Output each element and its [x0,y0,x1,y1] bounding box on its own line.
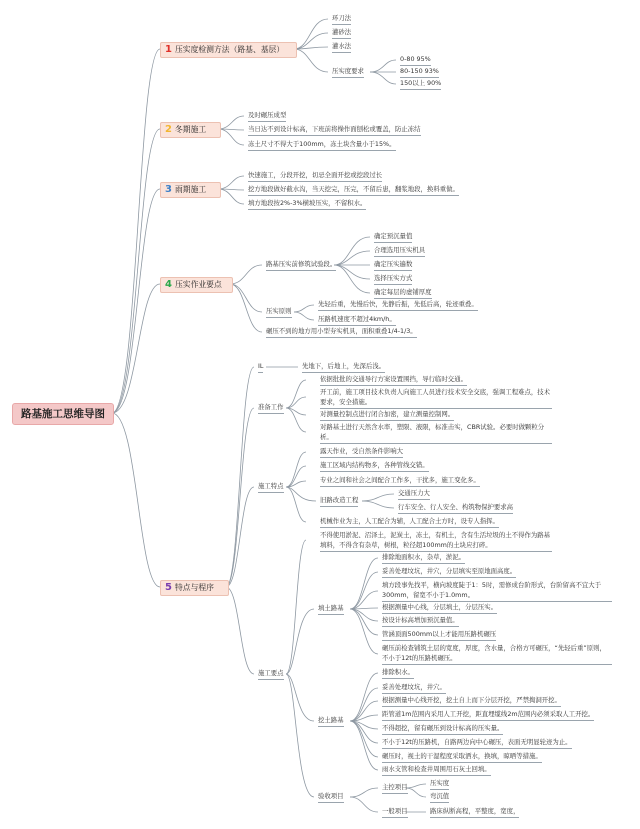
b5-cut-item-4: 距管道1m范围内采用人工开挖，距直埋缆线2m范围内必须采取人工开挖。 [382,709,594,721]
b5-feat-label: 施工特点 [258,481,284,493]
b5-fill-item-5: 按设计标高增加预沉量值。 [382,615,459,627]
b5-key-label: 施工要点 [258,668,284,680]
branch-5-title: 特点与程序 [175,583,214,592]
b5-key-first: 不得使用淤泥、沼泽土，泥炭土，冻土，有机土，含有生活垃圾的土不得作为路基填料，不得含有杂草，树根，粒径超100mm的土块应打碎。 [320,530,552,552]
b5-prep-item-3: 对测量控制点进行闭合加密，建立测量控制网。 [320,409,454,421]
b3-item-2: 挖方地段做好截水沟，当天挖完，压完，不留后患，翻浆地段，换料重做。 [248,184,459,196]
b5-gen-text: 路床纵断高程，平整度，宽度， [430,806,519,818]
b5-cut-item-5: 不得超挖，留有碾压到设计标高的压实量。 [382,723,503,735]
b2-item-1: 及时碾压成型 [248,110,286,122]
b1-req-item-3: 150以上 90% [400,78,441,90]
b1-req-item-1: 0-80 95% [400,54,431,66]
b5-feat-item-2: 施工区域内结构物多，各种管线交错。 [320,460,429,472]
b4-a-item-2: 合理选用压实机具 [374,245,425,257]
b5-cut-item-6: 不小于12t的压路机，自路两边向中心碾压，表面无明显轮迹为止。 [382,737,572,749]
branch-1-title: 压实度检测方法（路基、基层） [175,45,285,54]
b5-main-label: 主控项目 [382,782,408,794]
b5-acc-label: 验收项目 [318,791,344,803]
number-3-icon: 3 [165,184,172,195]
b5-fill-item-3: 填方段事先找平，横向坡度陡于1：5时，需修成台阶形式，台阶留高不宜大于300mm，留宽不小于1.0mm。 [382,580,612,602]
b5-il-text: 先地下，后地上，先深后浅。 [302,361,385,373]
b2-item-2: 当日达不到设计标高，下班前将操作面刨松或覆盖，防止冻结 [248,124,421,136]
b4-b-item-2: 压路机速度不超过4km/h。 [318,314,396,326]
b4-a-item-1: 确定预沉量值 [374,231,412,243]
b5-cut-label: 挖土路基 [318,715,344,727]
b1-item-1: 环刀法 [332,13,351,25]
branch-3-title: 雨期施工 [175,185,207,194]
b4-a-item-3: 确定压实遍数 [374,259,412,271]
branch-3-node[interactable] [160,182,221,198]
b4-c-item: 碾压不到的地方用小型夯实机具，面积重叠1/4-1/3。 [266,326,417,338]
b5-prep-item-1: 依据批批的交通导行方案设置围挡，导行临时交通。 [320,374,467,386]
number-4-icon: 4 [165,279,172,290]
b5-fill-item-2: 妥善处理坟坑，井穴，分层填实至原地面高度。 [382,566,516,578]
b5-cut-item-8: 雨水支管和检查井周围用石灰土回填。 [382,764,491,776]
b5-cut-item-3: 根据测量中心线开挖，挖土自上而下分层开挖，严禁掏洞开挖。 [382,695,561,707]
b5-main-item-2: 弯沉值 [430,791,449,803]
b4-a-item-4: 选择压实方式 [374,273,412,285]
b5-feat-item-3: 专业之间和社会之间配合工作多，干扰多，施工变化多。 [320,475,480,487]
b5-old-item-2: 行车安全、行人安全、构筑物保护要求高 [398,502,513,514]
b5-old-item-1: 交通压力大 [398,488,430,500]
b5-prep-item-2: 开工前，施工项目技术负责人向施工人员进行技术安全交底，强调工程难点，技术要求，安全措施。 [320,387,552,409]
branch-2-node[interactable] [160,122,221,138]
b1-item-2: 灌砂法 [332,27,351,39]
branch-2-title: 冬期施工 [175,125,207,134]
number-2-icon: 2 [165,124,172,135]
b5-prep-label: 准备工作 [258,402,284,414]
b5-fill-item-4: 根据测量中心线，分层填土，分层压实。 [382,602,497,614]
b5-fill-item-1: 排除地面积水，杂草，淤泥。 [382,552,465,564]
b5-old-label: 旧路改造工程 [320,495,358,507]
b5-il-label: IL [258,361,263,373]
b5-main-item-1: 压实度 [430,778,449,790]
b5-cut-item-1: 排除积水。 [382,667,414,679]
b5-feat-item-1: 露天作业，受自然条件影响大 [320,446,403,458]
number-5-icon: 5 [165,582,172,593]
branch-4-node[interactable] [160,277,233,293]
b4-a-item-5: 确定每层的虚铺厚度 [374,287,432,299]
b5-fill-label: 填土路基 [318,603,344,615]
branch-4-title: 压实作业要点 [175,280,222,289]
b3-item-1: 快速施工，分段开挖，切忌全面开挖或挖段过长 [248,170,382,182]
b5-gen-label: 一般项目 [382,806,408,818]
b4-a-label: 路基压实前修筑试验段。 [266,259,336,271]
b5-cut-item-7: 碾压时，视土的干湿程度采取洒水，换填，晾晒等措施。 [382,751,542,763]
b3-item-3: 填方地段按2%-3%横坡压实，不留积水。 [248,198,366,210]
root-node[interactable]: 路基施工思维导图 [12,403,114,425]
b1-item-3: 灌水法 [332,41,351,53]
branch-5-node[interactable] [160,580,229,596]
b5-prep-item-4: 对路基土进行天然含水率，塑限、液限，标准击实，CBR试验。必要时做颗粒分析。 [320,422,552,444]
b4-b-label: 压实原则 [266,306,292,318]
b4-b-item-1: 先轻后重，先慢后快，先静后振，先低后高，轮迹重叠。 [318,299,478,311]
b5-fill-item-7: 碾压前检查铺筑土层的宽度，厚度，含水量，合格方可碾压，“先轻后重”原则，不小于12t的压路机碾压。 [382,643,612,665]
b2-item-3: 冻土尺寸不得大于100mm，冻土块含量小于15%。 [248,139,396,151]
b5-feat-last: 机械作业为主，人工配合为辅，人工配合土方时，设专人指挥。 [320,516,499,528]
b1-req-label: 压实度要求 [332,66,364,78]
number-1-icon: 1 [165,44,172,55]
branch-1-node[interactable] [160,42,297,58]
b5-cut-item-2: 妥善处理坟坑，井穴。 [382,682,446,694]
b1-req-item-2: 80-150 93% [400,66,439,78]
b5-fill-item-6: 管涵顶面500mm以上才能用压路机碾压 [382,629,496,641]
